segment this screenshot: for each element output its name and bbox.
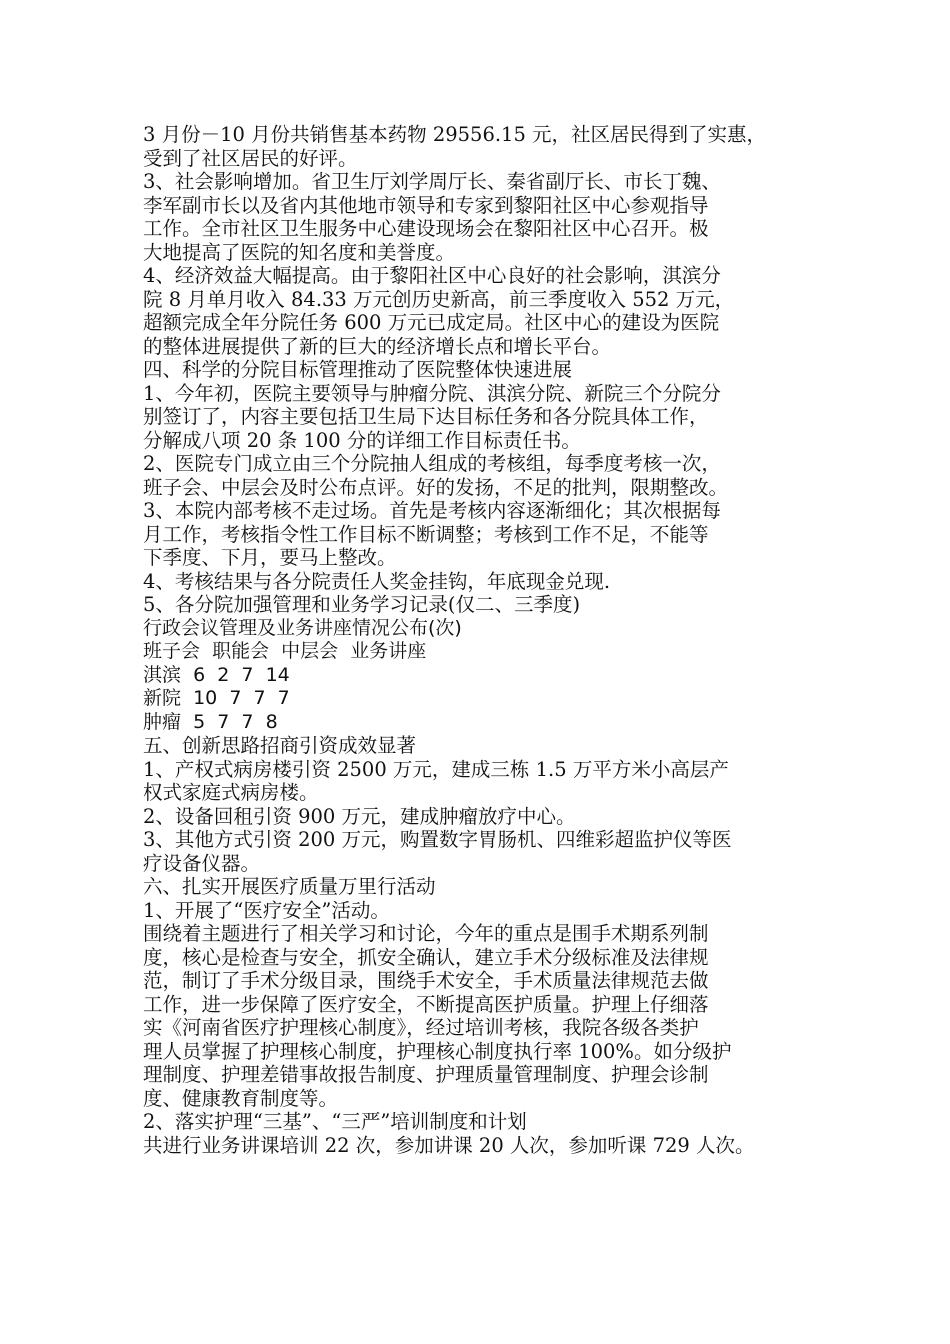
text-line: 理制度、护理差错事故报告制度、护理质量管理制度、护理会诊制 (143, 1063, 709, 1086)
table-caption: 行政会议管理及业务讲座情况公布(次) (143, 616, 462, 639)
text-line: 2、设备回租引资 900 万元，建成肿瘤放疗中心。 (143, 804, 576, 828)
text-line: 3、社会影响增加。省卫生厅刘学周厅长、秦省副厅长、市长丁魏、 (143, 170, 721, 193)
text-line: 围绕着主题进行了相关学习和讨论，今年的重点是围手术期系列制 (143, 922, 709, 945)
text-line: 1、今年初，医院主要领导与肿瘤分院、淇滨分院、新院三个分院分 (143, 381, 721, 405)
text-line: 2、落实护理“三基”、“三严”培训制度和计划 (143, 1110, 527, 1133)
text-line: 李军副市长以及省内其他地市领导和专家到黎阳社区中心参观指导 (143, 193, 709, 217)
table-header-row: 班子会 职能会 中层会 业务讲座 (143, 640, 427, 662)
text-line: 2、医院专门成立由三个分院抽人组成的考核组，每季度考核一次， (143, 452, 721, 475)
text-line: 度、健康教育制度等。 (143, 1086, 339, 1110)
text-line: 3、本院内部考核不走过场。首先是考核内容逐渐细化；其次根据每 (143, 499, 721, 522)
text-line: 3 月份－10 月份共销售基本药物 29556.15 元，社区居民得到了实惠， (143, 123, 767, 146)
text-line: 共进行业务讲课培训 22 次，参加讲课 20 人次，参加听课 729 人次。 (143, 1133, 755, 1157)
text-line: 工作，进一步保障了医疗安全，不断提高医护质量。护理上仔细落 (143, 992, 709, 1016)
text-line: 下季度、下月，要马上整改。 (143, 546, 397, 569)
text-line: 1、产权式病房楼引资 2500 万元，建成三栋 1.5 万平方米小高层产 (143, 757, 729, 781)
text-line: 工作。全市社区卫生服务中心建设现场会在黎阳社区中心召开。极 (143, 217, 709, 240)
table-row: 肿瘤 5 7 7 8 (143, 710, 278, 733)
text-line: 月工作，考核指令性工作目标不断调整；考核到工作不足，不能等 (143, 522, 709, 546)
text-line: 受到了社区居民的好评。 (143, 146, 358, 170)
text-line: 4、考核结果与各分院责任人奖金挂钩，年底现金兑现. (143, 569, 611, 593)
text-line: 的整体进展提供了新的巨大的经济增长点和增长平台。 (143, 334, 612, 358)
text-line: 权式家庭式病房楼。 (143, 781, 319, 804)
text-line: 4、经济效益大幅提高。由于黎阳社区中心良好的社会影响，淇滨分 (143, 264, 721, 287)
text-line: 超额完成全年分院任务 600 万元已成定局。社区中心的建设为医院 (143, 311, 720, 334)
section-heading: 四、科学的分院目标管理推动了医院整体快速进展 (143, 358, 573, 381)
text-line: 疗设备仪器。 (143, 851, 261, 875)
text-line: 分解成八项 20 条 100 分的详细工作目标责任书。 (143, 428, 581, 452)
text-line: 院 8 月单月收入 84.33 万元创历史新高，前三季度收入 552 万元， (143, 287, 735, 311)
document-body (143, 123, 823, 1157)
text-line: 5、各分院加强管理和业务学习记录(仅二、三季度) (143, 593, 581, 616)
text-line: 3、其他方式引资 200 万元，购置数字胃肠机、四维彩超监护仪等医 (143, 828, 732, 851)
text-line: 理人员掌握了护理核心制度，护理核心制度执行率 100%。如分级护 (143, 1039, 732, 1063)
text-line: 实《河南省医疗护理核心制度》，经过培训考核，我院各级各类护 (143, 1016, 699, 1039)
table-row: 新院 10 7 7 7 (143, 687, 290, 709)
text-line: 大地提高了医院的知名度和美誉度。 (143, 240, 456, 264)
section-heading: 五、创新思路招商引资成效显著 (143, 734, 417, 757)
text-line: 度，核心是检查与安全，抓安全确认，建立手术分级标准及法律规 (143, 945, 709, 969)
text-line: 别签订了，内容主要包括卫生局下达目标任务和各分院具体工作， (143, 405, 709, 428)
section-heading: 六、扎实开展医疗质量万里行活动 (143, 875, 436, 898)
text-line: 班子会、中层会及时公布点评。好的发扬，不足的批判，限期整改。 (143, 475, 729, 499)
text-line: 1、开展了“医疗安全”活动。 (143, 898, 390, 922)
text-line: 范，制订了手术分级目录，围绕手术安全，手术质量法律规范去做 (143, 969, 709, 992)
table-row: 淇滨 6 2 7 14 (143, 663, 290, 686)
